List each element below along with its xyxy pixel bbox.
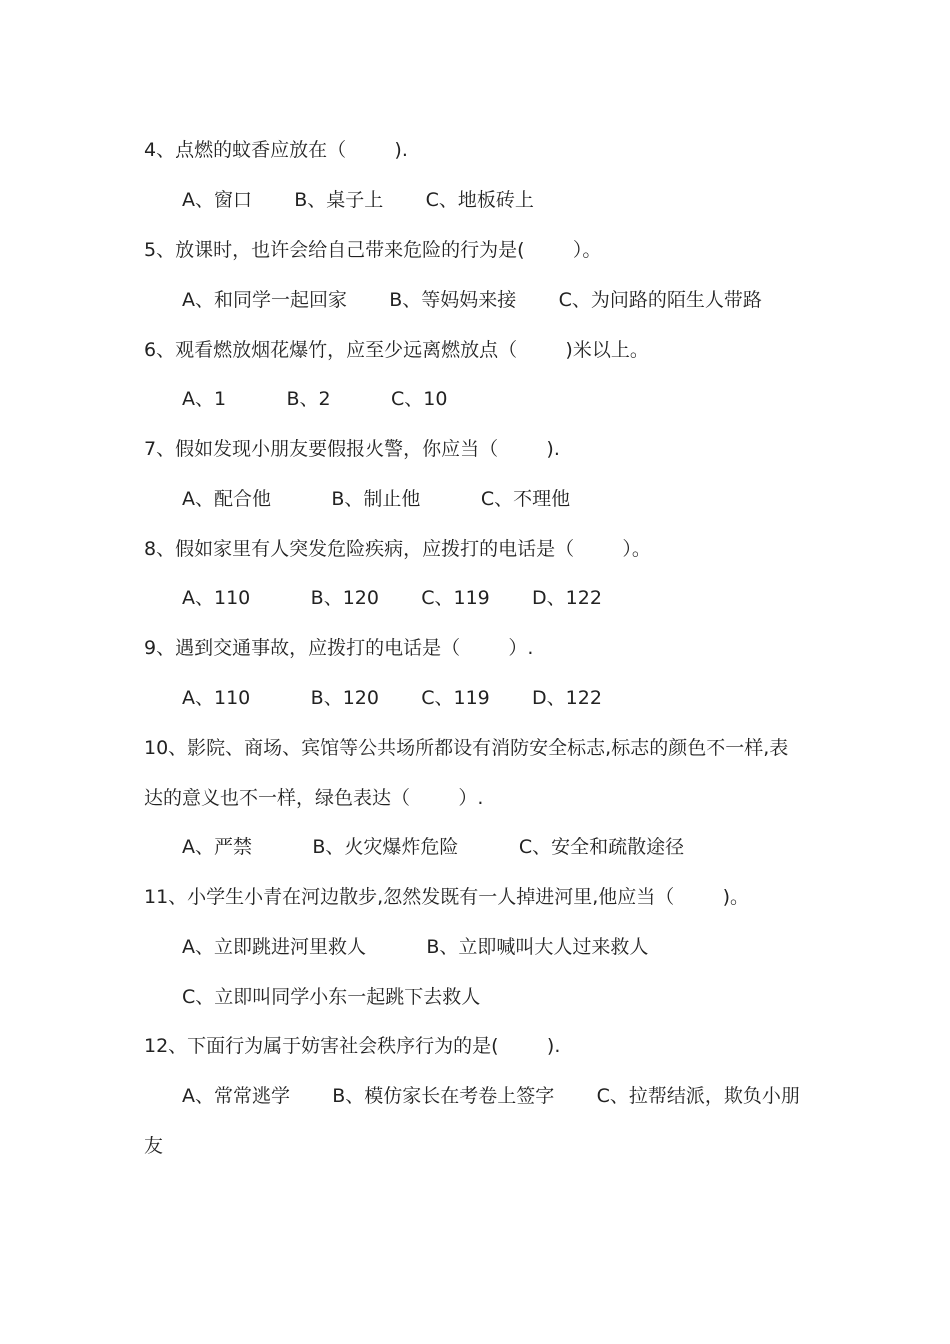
question-12-options-line-1: A、常常逃学 B、模仿家长在考卷上签字 C、拉帮结派，欺负小朋 xyxy=(182,1085,800,1107)
question-11-options-line-1: A、立即跳进河里救人 B、立即喊叫大人过来救人 xyxy=(182,936,649,958)
question-7-options: A、配合他 B、制止他 C、不理他 xyxy=(182,488,571,510)
question-10-line-2: 达的意义也不一样，绿色表达（ ）. xyxy=(144,787,484,809)
question-8: 8、假如家里有人突发危险疾病，应拨打的电话是（ ）。 xyxy=(144,538,651,560)
question-5: 5、放课时，也许会给自己带来危险的行为是( ）。 xyxy=(144,239,602,261)
question-11-options-line-2: C、立即叫同学小东一起跳下去救人 xyxy=(182,986,481,1008)
question-5-options: A、和同学一起回家 B、等妈妈来接 C、为问路的陌生人带路 xyxy=(182,289,762,311)
question-7: 7、假如发现小朋友要假报火警，你应当（ ). xyxy=(144,438,560,460)
question-10-options: A、严禁 B、火灾爆炸危险 C、安全和疏散途径 xyxy=(182,836,685,858)
question-6: 6、观看燃放烟花爆竹，应至少远离燃放点（ )米以上。 xyxy=(144,339,649,361)
question-4-options: A、窗口 B、桌子上 C、地板砖上 xyxy=(182,189,534,211)
question-11: 11、小学生小青在河边散步,忽然发既有一人掉进河里,他应当（ )。 xyxy=(144,886,749,908)
question-12-options-line-2: 友 xyxy=(144,1135,164,1157)
question-10-line-1: 10、影院、商场、宾馆等公共场所都设有消防安全标志,标志的颜色不一样,表 xyxy=(144,737,789,759)
question-4: 4、点燃的蚊香应放在（ ). xyxy=(144,139,408,161)
question-9-options: A、110 B、120 C、119 D、122 xyxy=(182,687,602,709)
question-8-options: A、110 B、120 C、119 D、122 xyxy=(182,587,602,609)
question-6-options: A、1 B、2 C、10 xyxy=(182,388,448,410)
question-9: 9、遇到交通事故，应拨打的电话是（ ）. xyxy=(144,637,534,659)
question-12: 12、下面行为属于妨害社会秩序行为的是( ). xyxy=(144,1035,561,1057)
